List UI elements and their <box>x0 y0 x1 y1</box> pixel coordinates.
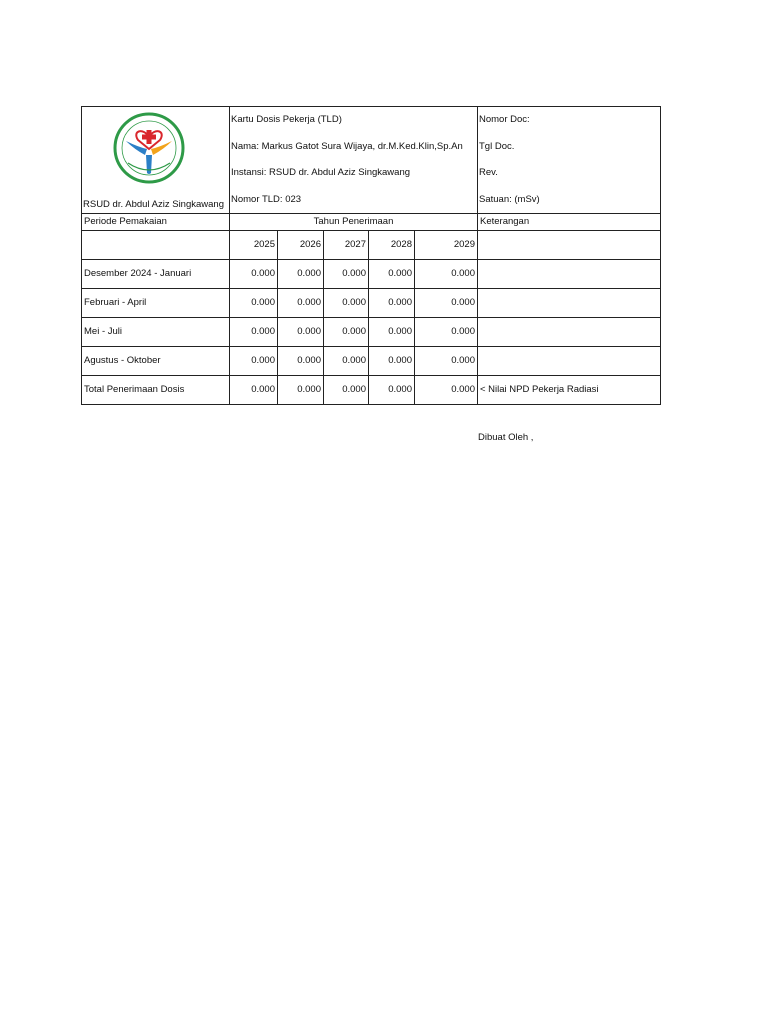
dose-value: 0.000 <box>415 376 478 405</box>
column-header-years: Tahun Penerimaan <box>230 214 478 231</box>
doc-info-cell <box>478 107 661 214</box>
year-header: 2028 <box>369 231 415 260</box>
year-header: 2029 <box>415 231 478 260</box>
period-label: Februari - April <box>82 289 230 318</box>
year-header-blank <box>82 231 230 260</box>
unit-label: Satuan: (mSv) <box>479 193 540 205</box>
row-note <box>478 318 661 347</box>
dose-card-table <box>81 106 661 405</box>
dose-value: 0.000 <box>369 318 415 347</box>
dose-value: 0.000 <box>324 376 369 405</box>
dose-value: 0.000 <box>230 347 278 376</box>
period-label: Mei - Juli <box>82 318 230 347</box>
logo-cell <box>82 107 230 214</box>
column-header-period: Periode Pemakaian <box>82 214 230 231</box>
period-label: Total Penerimaan Dosis <box>82 376 230 405</box>
dose-value: 0.000 <box>415 260 478 289</box>
dose-value: 0.000 <box>278 347 324 376</box>
institution: Instansi: RSUD dr. Abdul Aziz Singkawang <box>231 167 411 178</box>
row-note <box>478 289 661 318</box>
dose-value: 0.000 <box>324 347 369 376</box>
dose-value: 0.000 <box>369 376 415 405</box>
row-note <box>478 347 661 376</box>
dose-value: 0.000 <box>278 376 324 405</box>
tld-number: Nomor TLD: 023 <box>231 193 302 205</box>
notes-blank <box>478 231 661 260</box>
dose-value: 0.000 <box>415 347 478 376</box>
worker-name: Nama: Markus Gatot Sura Wijaya, dr.M.Ked.Klin,Sp.An <box>231 140 463 152</box>
table-row <box>82 318 661 347</box>
table-row <box>82 347 661 376</box>
year-header: 2027 <box>324 231 369 260</box>
dose-value: 0.000 <box>230 289 278 318</box>
dose-value: 0.000 <box>324 318 369 347</box>
period-label: Agustus - Oktober <box>82 347 230 376</box>
rev-label: Rev. <box>479 167 498 178</box>
dose-value: 0.000 <box>369 347 415 376</box>
hospital-logo-icon <box>112 111 186 185</box>
dose-value: 0.000 <box>415 318 478 347</box>
dose-value: 0.000 <box>278 318 324 347</box>
table-row <box>82 260 661 289</box>
dose-value: 0.000 <box>230 318 278 347</box>
period-label: Desember 2024 - Januari <box>82 260 230 289</box>
card-title: Kartu Dosis Pekerja (TLD) <box>231 114 342 125</box>
dose-value: 0.000 <box>230 376 278 405</box>
dose-value: 0.000 <box>324 289 369 318</box>
dose-value: 0.000 <box>369 260 415 289</box>
dose-value: 0.000 <box>369 289 415 318</box>
doc-number-label: Nomor Doc: <box>479 114 530 125</box>
dose-value: 0.000 <box>278 289 324 318</box>
doc-date-label: Tgl Doc. <box>479 140 515 152</box>
dose-value: 0.000 <box>230 260 278 289</box>
dose-value: 0.000 <box>324 260 369 289</box>
dose-value: 0.000 <box>415 289 478 318</box>
hospital-name: RSUD dr. Abdul Aziz Singkawang <box>83 199 224 210</box>
year-header: 2025 <box>230 231 278 260</box>
table-row <box>82 289 661 318</box>
card-info-cell <box>230 107 478 214</box>
column-header-notes: Keterangan <box>478 214 661 231</box>
dose-value: 0.000 <box>278 260 324 289</box>
total-row <box>82 376 661 405</box>
row-note: < Nilai NPD Pekerja Radiasi <box>478 376 661 405</box>
year-header: 2026 <box>278 231 324 260</box>
made-by-label: Dibuat Oleh , <box>478 432 534 443</box>
row-note <box>478 260 661 289</box>
